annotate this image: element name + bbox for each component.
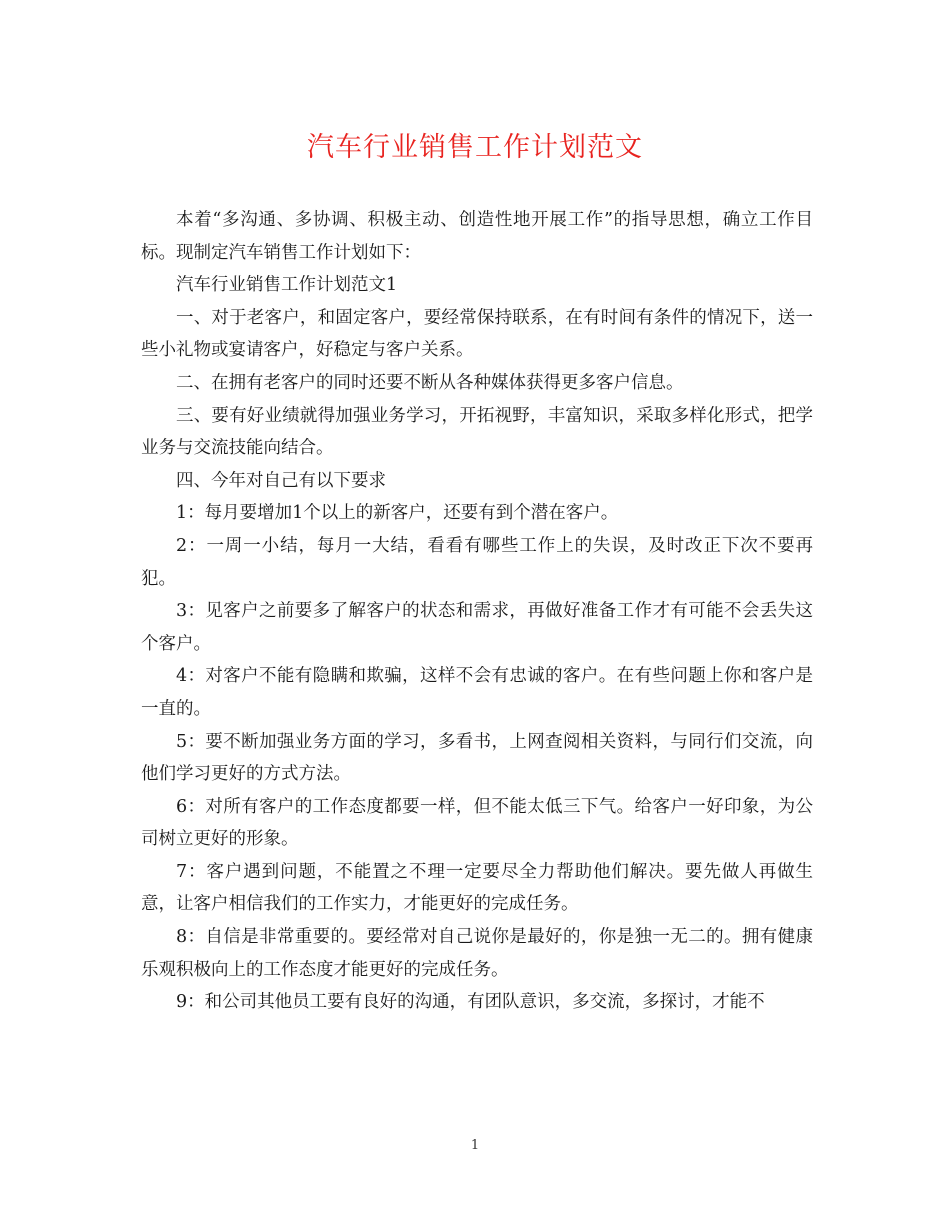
paragraph-item-3: 三、要有好业绩就得加强业务学习，开拓视野，丰富知识，采取多样化形式，把学业务与交流技能向结合。 [141, 405, 813, 459]
paragraph-req-6: 6：对所有客户的工作态度都要一样，但不能太低三下气。给客户一好印象，为公司树立更好的形象。 [141, 796, 813, 850]
paragraph-subtitle: 汽车行业销售工作计划范文1 [176, 275, 398, 296]
paragraph-req-7: 7：客户遇到问题，不能置之不理一定要尽全力帮助他们解决。要先做人再做生意，让客户相信我们的工作实力，才能更好的完成任务。 [141, 861, 813, 915]
paragraph-req-3: 3：见客户之前要多了解客户的状态和需求，再做好准备工作才有可能不会丢失这个客户。 [141, 601, 813, 654]
document-body [141, 204, 813, 1019]
paragraph-item-2: 二、在拥有老客户的同时还要不断从各种媒体获得更多客户信息。 [176, 372, 684, 393]
paragraph-item-4: 四、今年对自己有以下要求 [176, 470, 386, 491]
paragraph-req-1: 1：每月要增加1个以上的新客户，还要有到个潜在客户。 [176, 503, 619, 524]
paragraph-req-2: 2：一周一小结，每月一大结，看看有哪些工作上的失误，及时改正下次不要再犯。 [141, 535, 813, 589]
paragraph-req-5: 5：要不断加强业务方面的学习，多看书，上网查阅相关资料，与同行们交流，向他们学习更好的方式方法。 [141, 731, 813, 785]
paragraph-item-1: 一、对于老客户，和固定客户，要经常保持联系，在有时间有条件的情况下，送一些小礼物或宴请客户，好稳定与客户关系。 [141, 307, 813, 361]
page-number: 1 [470, 1138, 480, 1153]
paragraph-intro: 本着“多沟通、多协调、积极主动、创造性地开展工作”的指导思想，确立工作目标。现制定汽车销售工作计划如下： [141, 210, 813, 263]
paragraph-req-4: 4：对客户不能有隐瞒和欺骗，这样不会有忠诚的客户。在有些问题上你和客户是一直的。 [141, 666, 813, 719]
document-title: 汽车行业销售工作计划范文 [307, 132, 643, 163]
paragraph-req-8: 8：自信是非常重要的。要经常对自己说你是最好的，你是独一无二的。拥有健康乐观积极向上的工作态度才能更好的完成任务。 [141, 927, 813, 980]
paragraph-req-9: 9：和公司其他员工要有良好的沟通，有团队意识，多交流，多探讨，才能不 [176, 992, 765, 1013]
